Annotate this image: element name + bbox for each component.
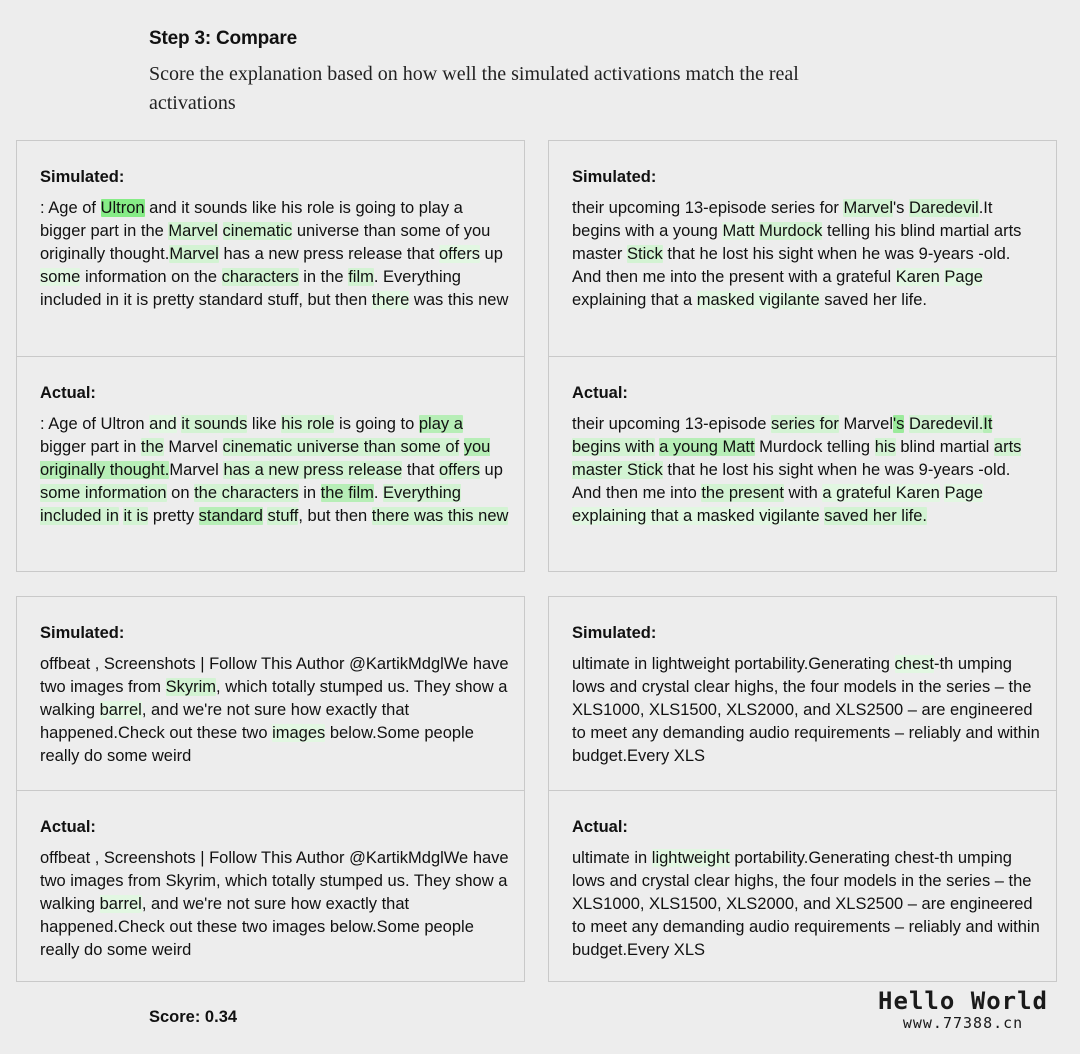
highlighted-token: cinematic <box>222 222 293 240</box>
highlighted-token: Marvel <box>843 199 893 217</box>
highlighted-token: cinematic universe than some of <box>222 438 460 456</box>
highlighted-token: arts master Stick <box>572 438 1022 479</box>
highlighted-token: barrel <box>99 701 142 719</box>
highlighted-token: there <box>371 291 410 309</box>
watermark-url: www.77388.cn <box>902 1014 1024 1032</box>
highlighted-token: the present <box>701 484 784 502</box>
actual-label: Actual: <box>40 818 96 836</box>
highlighted-token: Skyrim <box>165 678 217 696</box>
highlighted-token: a grateful Karen <box>822 484 940 502</box>
highlighted-token: it is <box>123 507 149 525</box>
comparison-panel <box>548 140 1057 572</box>
simulated-section <box>17 141 524 357</box>
highlighted-token: the film <box>320 484 374 502</box>
highlighted-token: a young Matt <box>659 438 755 456</box>
highlighted-token: saved her life. <box>824 507 927 525</box>
simulated-text: : Age of Ultron and it sounds like his role is going to play a bigger part in the Marvel cinematic universe than some of you originally thought.Marvel has a new press release that offers up some information on the characters in the film. Everything included in it is pretty standard stuff, but then there was this new <box>40 199 509 309</box>
simulated-text: ultimate in lightweight portability.Generating chest-th umping lows and crystal clear highs, the four models in the series – the XLS1000, XLS1500, XLS2000, and XLS2500 – are engineered to meet any demanding audio requirements – reliably and within budget.Every XLS <box>572 655 1040 765</box>
step-description: Score the explanation based on how well the simulated activations match the real activations <box>149 63 799 114</box>
highlighted-token: Daredevil. <box>909 415 984 433</box>
highlighted-token: play a <box>418 415 463 433</box>
highlighted-token: stuff <box>267 507 299 525</box>
highlighted-token: chest <box>894 655 934 673</box>
highlighted-token: offers <box>438 245 480 263</box>
highlighted-token: there was this new <box>371 507 509 525</box>
actual-text: ultimate in lightweight portability.Generating chest-th umping lows and crystal clear highs, the four models in the series – the XLS1000, XLS1500, XLS2000, and XLS2500 – are engineered to meet any demanding audio requirements – reliably and within budget.Every XLS <box>572 849 1040 959</box>
watermark-title: Hello World <box>878 987 1048 1015</box>
highlighted-token: offers <box>439 461 480 479</box>
highlighted-token: barrel <box>99 895 142 913</box>
highlighted-token: some information <box>40 484 167 502</box>
score-value: Score: 0.34 <box>149 1008 238 1026</box>
comparison-panel <box>16 596 525 982</box>
simulated-section <box>549 141 1056 357</box>
highlighted-token: the characters <box>194 484 299 502</box>
highlighted-token: the <box>140 438 164 456</box>
highlighted-token: Marvel <box>169 245 219 263</box>
highlighted-token: images <box>272 724 326 742</box>
highlighted-token: Murdock <box>759 222 823 240</box>
highlighted-token: Page <box>944 268 983 286</box>
highlighted-token: Marvel <box>168 222 218 240</box>
actual-text: their upcoming 13-episode series for Marvel's Daredevil.It begins with a young Matt Murdock telling his blind martial arts master Stick that he lost his sight when he was 9-years -old. And then me into the present with a grateful Karen Page explaining that a masked vigilante saved her life. <box>572 415 1022 525</box>
actual-section <box>549 356 1056 573</box>
simulated-section <box>549 597 1056 791</box>
simulated-label: Simulated: <box>40 168 125 186</box>
highlighted-token: Stick <box>627 245 663 263</box>
highlighted-token: you originally thought. <box>40 438 491 479</box>
highlighted-token: begins with <box>572 438 655 456</box>
highlighted-token: It <box>983 415 993 433</box>
highlighted-token: Matt <box>722 222 755 240</box>
highlighted-token: lightweight <box>651 849 730 867</box>
actual-label: Actual: <box>572 384 628 402</box>
simulated-label: Simulated: <box>572 624 657 642</box>
highlighted-token: Page explaining that a masked vigilante <box>572 484 983 525</box>
highlighted-token: Everything included in <box>40 484 461 525</box>
highlighted-token: and <box>149 415 177 433</box>
highlighted-token: Ultron <box>100 199 145 217</box>
comparison-panel <box>548 596 1057 982</box>
step-heading: Step 3: Compare <box>149 28 297 49</box>
highlighted-token: masked vigilante <box>696 291 820 309</box>
actual-section <box>17 356 524 573</box>
highlighted-token: Daredevil <box>908 199 979 217</box>
highlighted-token: some <box>40 268 81 286</box>
actual-label: Actual: <box>40 384 96 402</box>
highlighted-token: it sounds <box>181 415 248 433</box>
highlighted-token: characters <box>221 268 299 286</box>
highlighted-token: his <box>874 438 896 456</box>
highlighted-token: has a new press release <box>223 461 403 479</box>
highlighted-token: series for <box>771 415 839 433</box>
simulated-label: Simulated: <box>40 624 125 642</box>
simulated-label: Simulated: <box>572 168 657 186</box>
actual-text: offbeat , Screenshots | Follow This Author @KartikMdglWe have two images from Skyrim, which totally stumped us. They show a walking barrel, and we're not sure how exactly that happened.Check out these two images below.Some people really do some weird <box>40 849 509 959</box>
highlighted-token: 's <box>893 415 905 433</box>
simulated-section <box>17 597 524 791</box>
highlighted-token: his role <box>281 415 335 433</box>
simulated-text: their upcoming 13-episode series for Marvel's Daredevil.It begins with a young Matt Murdock telling his blind martial arts master Stick that he lost his sight when he was 9-years -old. And then me into the present with a grateful Karen Page explaining that a masked vigilante saved her life. <box>572 199 1022 309</box>
simulated-text: offbeat , Screenshots | Follow This Author @KartikMdglWe have two images from Skyrim, which totally stumped us. They show a walking barrel, and we're not sure how exactly that happened.Check out these two images below.Some people really do some weird <box>40 655 509 765</box>
actual-text: : Age of Ultron and it sounds like his role is going to play a bigger part in the Marvel cinematic universe than some of you originally thought.Marvel has a new press release that offers up some information on the characters in the film. Everything included in it is pretty standard stuff, but then there was this new <box>40 415 509 525</box>
watermark <box>878 988 1048 1032</box>
highlighted-token: film <box>348 268 374 286</box>
highlighted-token: standard <box>198 507 263 525</box>
actual-section <box>17 790 524 983</box>
actual-section <box>549 790 1056 983</box>
actual-label: Actual: <box>572 818 628 836</box>
comparison-panel <box>16 140 525 572</box>
highlighted-token: Karen <box>895 268 940 286</box>
